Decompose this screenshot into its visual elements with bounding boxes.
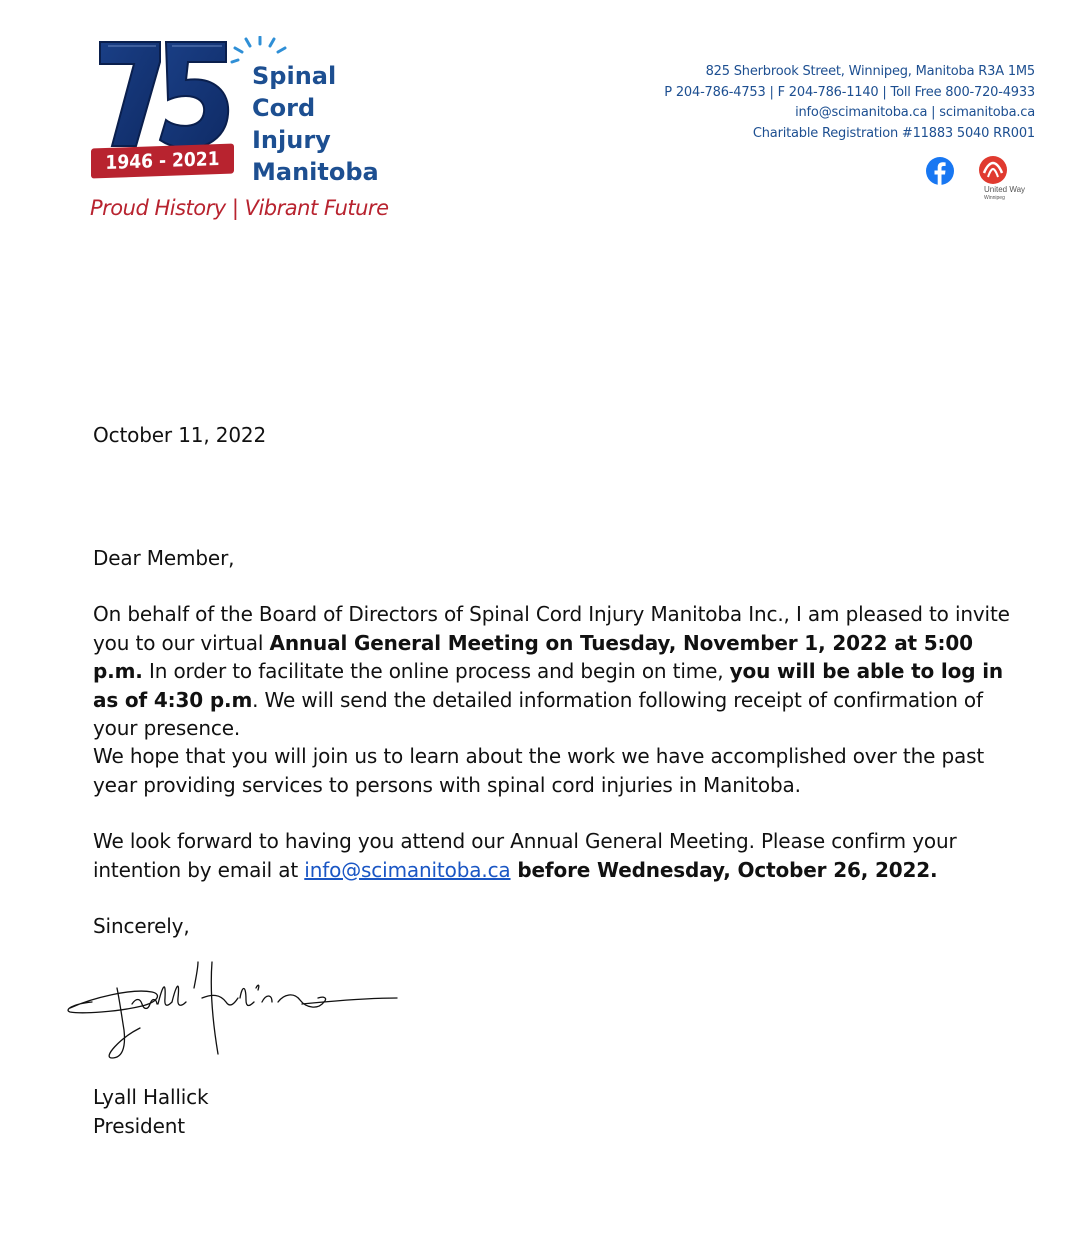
p1-meeting-details: Annual General Meeting on Tuesday, November 1, 2022 at 5:00 p.m. xyxy=(93,630,973,683)
facebook-icon[interactable] xyxy=(926,157,954,185)
p3-text-1: We look forward to having you attend our Annual General Meeting. Please confirm your intention by email at xyxy=(93,829,957,882)
united-way-icon xyxy=(978,155,1008,185)
united-way-logo[interactable] xyxy=(976,155,1036,203)
logo-name-line-3: Injury xyxy=(252,126,331,154)
rsvp-email-link[interactable]: info@scimanitoba.ca xyxy=(304,857,511,882)
signer-title: President xyxy=(93,1114,185,1138)
logo-name-line-4: Manitoba xyxy=(252,158,379,186)
organization-logo xyxy=(86,36,389,226)
united-way-label: United Way xyxy=(984,185,1026,194)
address: 825 Sherbrook Street, Winnipeg, Manitoba R3A 1M5 xyxy=(705,64,1035,79)
p1-text-3: . We will send the detailed information following receipt of confirmation of your presence. xyxy=(93,687,983,740)
closing: Sincerely, xyxy=(93,914,190,938)
p1-text-1: On behalf of the Board of Directors of Spinal Cord Injury Manitoba Inc., I am pleased to invite you to our virtual xyxy=(93,602,1010,655)
p1-text-2: In order to facilitate the online process and begin on time, xyxy=(142,659,730,683)
paragraph-rsvp xyxy=(93,827,1013,884)
signer-name: Lyall Hallick xyxy=(93,1085,209,1109)
email-and-website[interactable]: info@scimanitoba.ca | scimanitoba.ca xyxy=(795,105,1035,120)
p1-login-time: you will be able to log in as of 4:30 p.m xyxy=(93,659,1003,712)
paragraph-invitation xyxy=(93,600,1013,743)
united-way-sublabel: Winnipeg xyxy=(984,195,1005,201)
organization-name xyxy=(252,60,379,188)
anniversary-75-graphic xyxy=(96,36,236,151)
letter-date: October 11, 2022 xyxy=(93,423,267,447)
contact-info xyxy=(664,62,1035,144)
logo-tagline: Proud History | Vibrant Future xyxy=(90,196,389,220)
handwritten-signature xyxy=(62,958,402,1066)
logo-name-line-2: Cord xyxy=(252,94,316,122)
charitable-registration: Charitable Registration #11883 5040 RR001 xyxy=(752,125,1035,141)
p3-deadline: before Wednesday, October 26, 2022. xyxy=(510,857,938,882)
anniversary-years-banner: 1946 - 2021 xyxy=(91,144,234,179)
paragraph-purpose: We hope that you will join us to learn about the work we have accomplished over the past year providing services to persons with spinal cord injuries in Manitoba. xyxy=(93,744,985,797)
phone-numbers: P 204-786-4753 | F 204-786-1140 | Toll Free 800-720-4933 xyxy=(664,84,1035,100)
logo-name-line-1: Spinal xyxy=(252,62,337,90)
salutation: Dear Member, xyxy=(93,546,235,570)
